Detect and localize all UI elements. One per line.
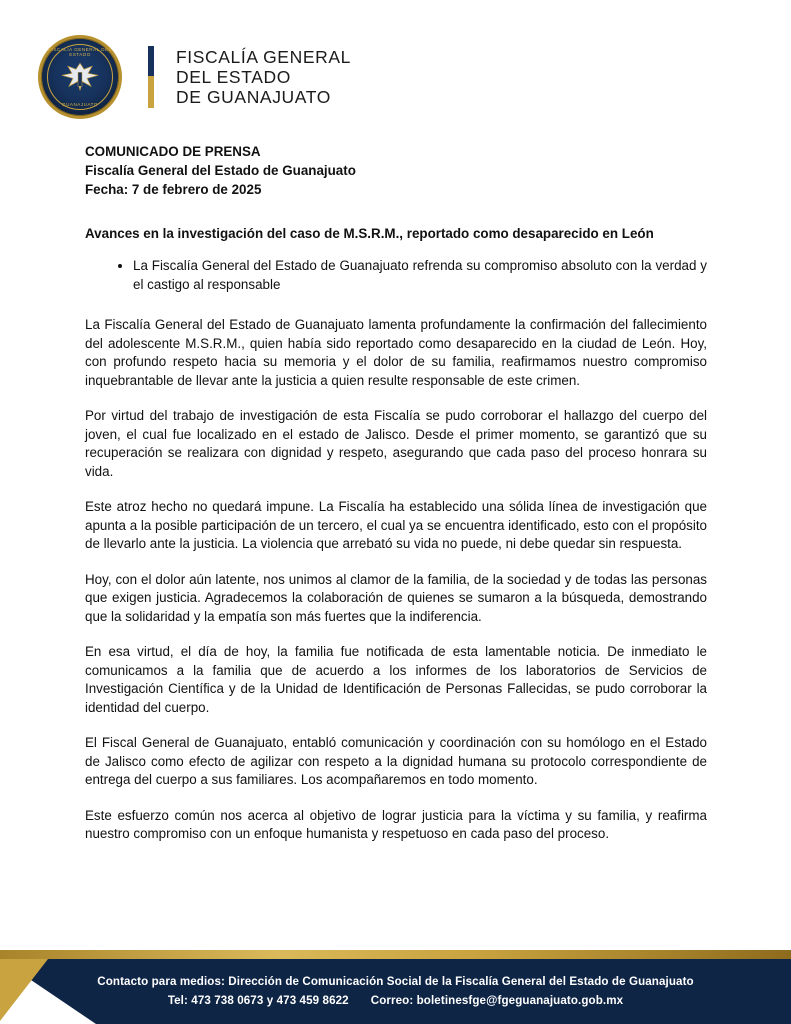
seal-top-text: FISCALÍA GENERAL DEL ESTADO: [48, 47, 112, 57]
institution-title-line2: DEL ESTADO: [176, 66, 291, 87]
paragraph: Hoy, con el dolor aún latente, nos unimos al clamor de la familia, de la sociedad y de todas las personas que exigen justicia. Agradecemos la colaboración de quienes se sumaron a la búsqueda, demostrando que la solidaridad y la empatía son más fuertes que la indiferencia.: [85, 571, 707, 624]
footer-email-label: Correo:: [370, 993, 414, 1007]
footer-phone: Tel: 473 738 0673 y 473 459 8622: [167, 993, 349, 1007]
footer-email[interactable]: boletinesfge@fgeguanajuato.gob.mx: [416, 993, 624, 1007]
list-item: • La Fiscalía General del Estado de Guanajuato refrenda su compromiso absoluto con la verdad y el castigo al responsable: [133, 257, 707, 294]
paragraph: Por virtud del trabajo de investigación de esta Fiscalía se pudo corroborar el hallazgo del cuerpo del joven, el cual fue localizado en el estado de Jalisco. Desde el primer momento, se garantizó que su recuperación se realizara con dignidad y respeto, asegurando que cada paso del proceso honrara su vida.: [85, 408, 707, 479]
paragraph: Este esfuerzo común nos acerca al objetivo de lograr justicia para la víctima y su familia, y reafirma nuestro compromiso con un enfoque humanista y respetuoso en cada paso del proceso.: [85, 807, 707, 842]
document-kind: COMUNICADO DE PRENSA: [85, 144, 261, 159]
document-header: [0, 34, 791, 120]
page-title: Avances en la investigación del caso de M.S.R.M., reportado como desaparecido en León: [85, 226, 654, 242]
coat-of-arms-seal-icon: [38, 35, 122, 119]
document-issuer: Fiscalía General del Estado de Guanajuato: [85, 163, 356, 179]
paragraph: Este atroz hecho no quedará impune. La Fiscalía ha establecido una sólida línea de investigación que apunta a la posible participación de un tercero, el cual ya se encuentra identificado, esto con el propósito de llevarlo ante la justicia. La violencia que arrebató su vida no puede, ni debe quedar sin respuesta.: [85, 499, 707, 552]
footer-contact-line: Contacto para medios: Dirección de Comunicación Social de la Fiscalía General del Estado de Guanajuato: [97, 974, 694, 988]
institution-title-line3: DE GUANAJUATO: [176, 87, 331, 108]
header-divider: [148, 46, 154, 108]
paragraph: En esa virtud, el día de hoy, la familia fue notificada de esta lamentable noticia. De inmediato le comunicamos a la familia que de acuerdo a los informes de los laboratorios de Servicios de Investigación Científica y de la Unidad de Identificación de Personas Fallecidas, se pudo corroborar la identidad del cuerpo.: [85, 644, 707, 715]
institution-title: [176, 47, 351, 108]
highlight-list: [85, 257, 707, 294]
paragraph: La Fiscalía General del Estado de Guanajuato lamenta profundamente la confirmación del fallecimiento del adolescente M.S.R.M., quien había sido reportado como desaparecido en la ciudad de León. Hoy, con profundo respeto hacia su memoria y el dolor de su familia, reafirmamos nuestro compromiso inquebrantable de llevar ante la justicia a quien resulte responsable de este crimen.: [85, 317, 707, 388]
footer-contact: [0, 959, 791, 1024]
document-meta: [85, 142, 707, 199]
document-date: Fecha: 7 de febrero de 2025: [85, 182, 262, 198]
institution-title-line1: FISCALÍA GENERAL: [176, 46, 351, 67]
footer-email-group: [371, 992, 623, 1011]
paragraph: El Fiscal General de Guanajuato, entabló comunicación y coordinación con su homólogo en el Estado de Jalisco como efecto de agilizar con respeto a la dignidad humana su protocolo correspondiente de entrega del cuerpo a sus familiares. Los acompañaremos en todo momento.: [85, 735, 707, 788]
eagle-icon: [58, 59, 102, 93]
document-body: [85, 142, 707, 861]
seal-bottom-text: GUANAJUATO: [62, 102, 98, 107]
footer-gold-rule: [0, 950, 791, 959]
document-footer: [0, 950, 791, 1024]
